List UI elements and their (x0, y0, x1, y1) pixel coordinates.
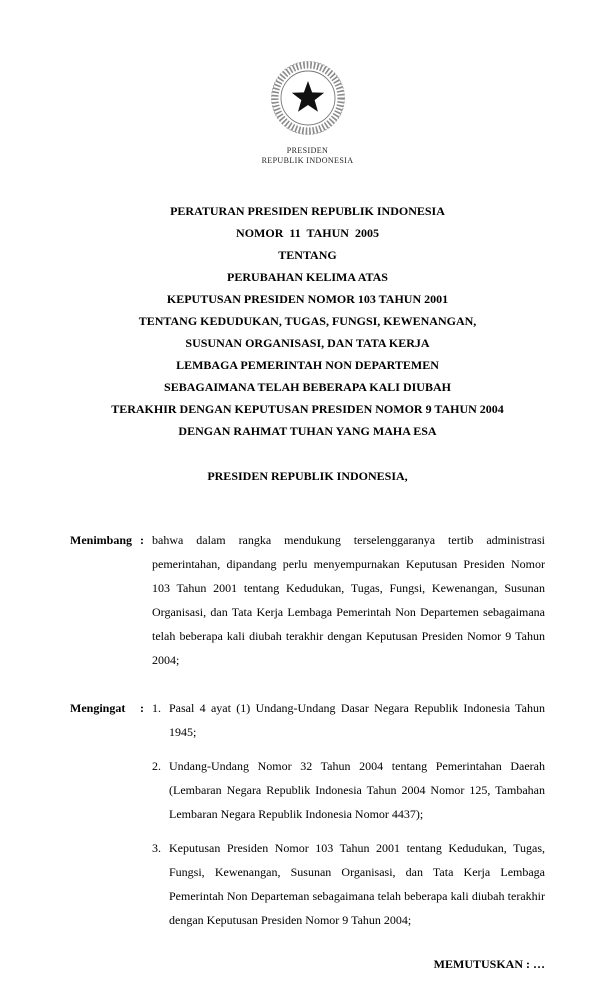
title-line: NOMOR 11 TAHUN 2005 (236, 226, 379, 240)
mengingat-label-text: Mengingat (70, 701, 126, 715)
title-line: SUSUNAN ORGANISASI, DAN TATA KERJA (185, 336, 430, 350)
seal-caption (70, 146, 545, 166)
list-item (152, 836, 545, 932)
title-line: PERUBAHAN KELIMA ATAS (227, 270, 388, 284)
menimbang-text: bahwa dalam rangka mendukung terselenggaranya tertib administrasi pemerintahan, dipandang perlu menyempurnakan Keputusan Presiden Nomor 103 Tahun 2001 tentang Kedudukan, Tugas, Fungsi, Kewenangan, Susunan Organisasi, dan Tata Kerja Lembaga Pemerintah Non Departemen sebagaimana telah beberapa kali diubah terakhir dengan Keputusan Presiden Nomor 9 Tahun 2004; (152, 533, 545, 667)
garuda-seal-icon (268, 58, 348, 138)
memutuskan-line: MEMUTUSKAN : … (433, 957, 545, 971)
list-item-text: Keputusan Presiden Nomor 103 Tahun 2001 tentang Kedudukan, Tugas, Fungsi, Kewenangan, Susunan Organisasi, dan Tata Kerja Lembaga Pemerintah Non Departeman sebagaimana telah beberapa kali diubah terakhir dengan Keputusan Presiden Nomor 9 Tahun 2004; (169, 841, 545, 927)
mengingat-label (70, 696, 144, 932)
menimbang-label-text: Menimbang (70, 533, 133, 547)
seal-caption-line2: REPUBLIK INDONESIA (261, 156, 354, 165)
document-title (70, 200, 545, 442)
title-line: TENTANG KEDUDUKAN, TUGAS, FUNGSI, KEWENANGAN, (138, 314, 477, 328)
list-item-number: 1. (152, 701, 161, 715)
title-line: SEBAGAIMANA TELAH BEBERAPA KALI DIUBAH (164, 380, 451, 394)
list-item (152, 754, 545, 826)
list-item-text: Pasal 4 ayat (1) Undang-Undang Dasar Negara Republik Indonesia Tahun 1945; (169, 701, 545, 739)
menimbang-label-colon: : (140, 533, 144, 547)
presidential-seal (70, 58, 545, 143)
mengingat-list (152, 696, 545, 932)
list-item-number: 2. (152, 759, 161, 773)
mengingat-clause (70, 696, 545, 932)
menimbang-label (70, 528, 144, 672)
title-line: TENTANG (278, 248, 337, 262)
title-line: LEMBAGA PEMERINTAH NON DEPARTEMEN (176, 358, 439, 372)
title-line: KEPUTUSAN PRESIDEN NOMOR 103 TAHUN 2001 (166, 292, 449, 306)
seal-caption-line1: PRESIDEN (286, 146, 329, 155)
salutation: PRESIDEN REPUBLIK INDONESIA, (207, 469, 408, 483)
list-item (152, 696, 545, 744)
title-line: TERAKHIR DENGAN KEPUTUSAN PRESIDEN NOMOR 9 TAHUN 2004 (111, 402, 504, 416)
title-line: DENGAN RAHMAT TUHAN YANG MAHA ESA (178, 424, 437, 438)
mengingat-label-colon: : (140, 701, 144, 715)
list-item-number: 3. (152, 841, 161, 855)
list-item-text: Undang-Undang Nomor 32 Tahun 2004 tentang Pemerintahan Daerah (Lembaran Negara Republik Indonesia Tahun 2004 Nomor 125, Tambahan Lembaran Negara Republik Indonesia Nomor 4437); (169, 759, 545, 821)
star-icon (291, 81, 323, 112)
title-line: PERATURAN PRESIDEN REPUBLIK INDONESIA (170, 204, 445, 218)
menimbang-clause (70, 528, 545, 672)
